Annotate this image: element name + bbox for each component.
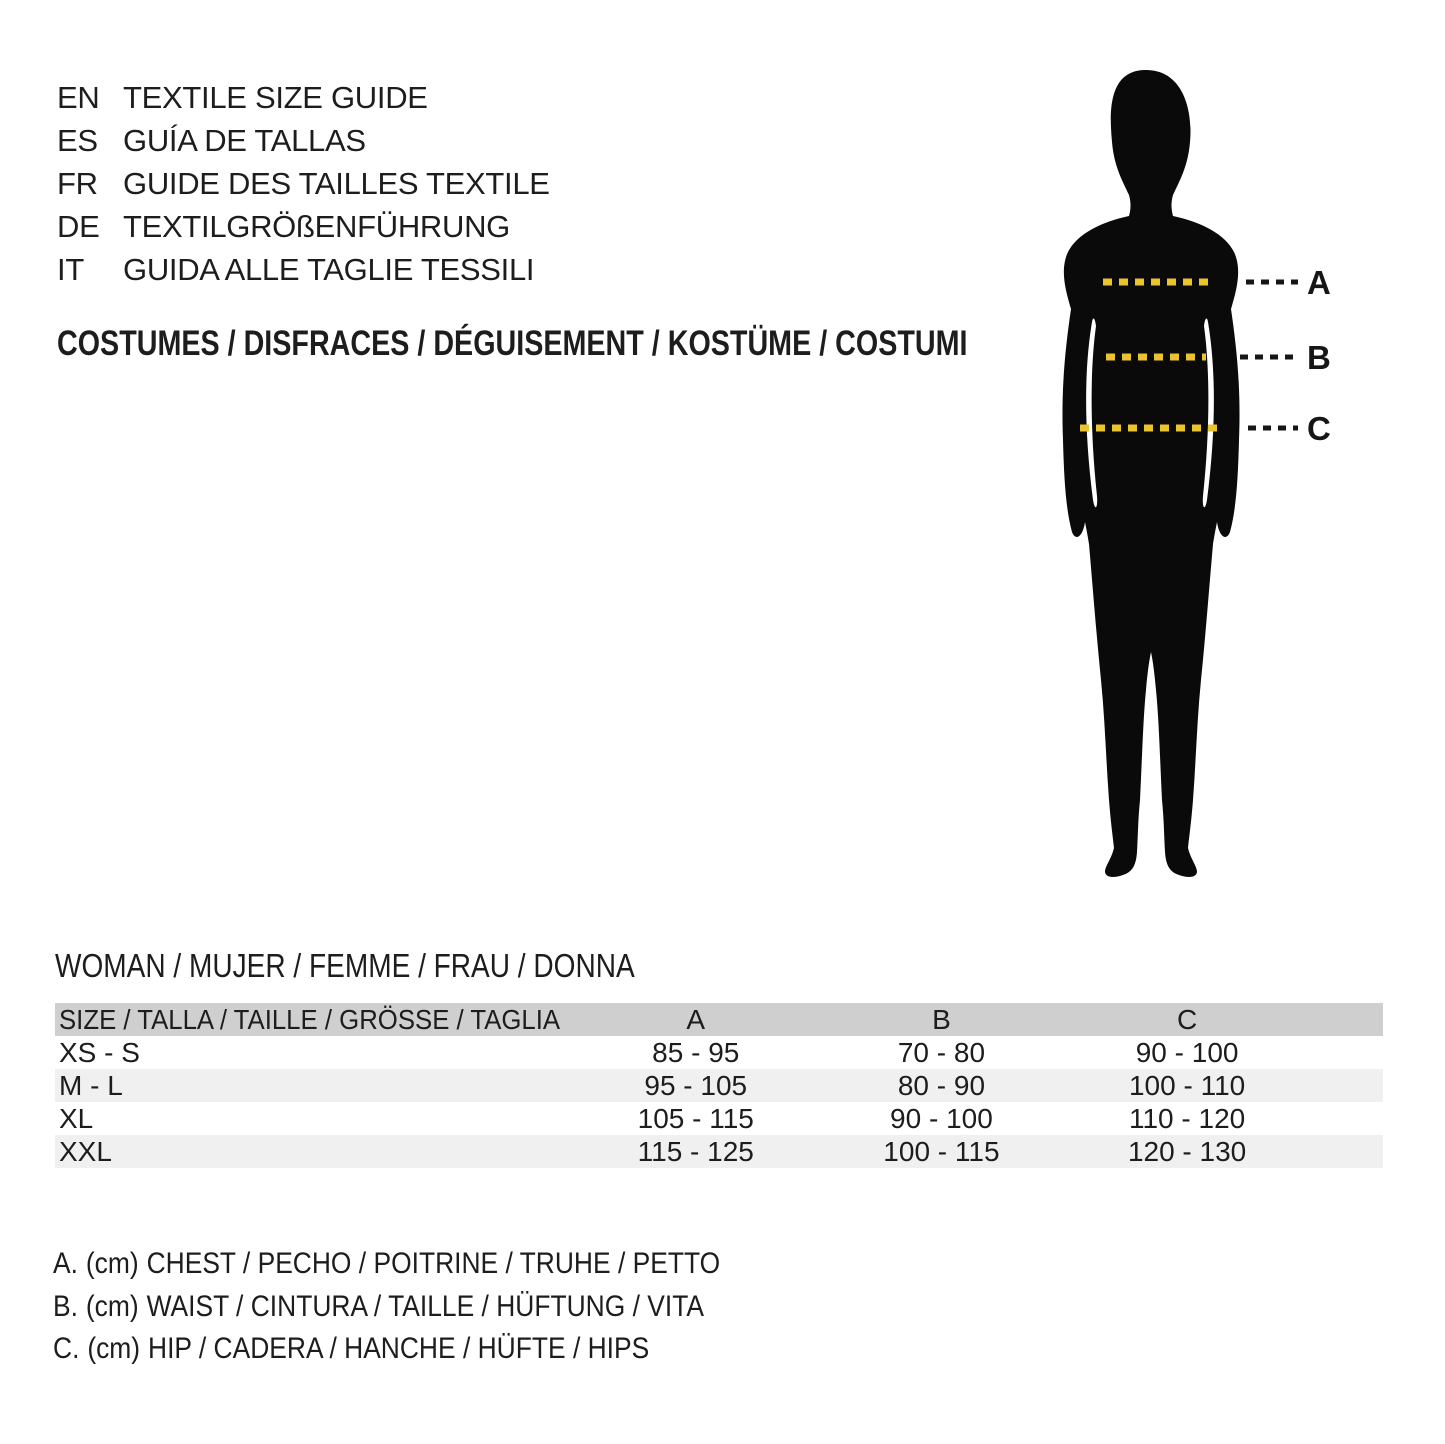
legend-row-hip [53, 1328, 720, 1371]
measurement-figure [1000, 60, 1420, 900]
column-header-c: C [1176, 1003, 1198, 1035]
language-code: EN [57, 80, 100, 115]
language-row-en [57, 76, 550, 119]
legend-row-chest [53, 1243, 720, 1286]
table-row-xxl [55, 1135, 1383, 1168]
legend-unit: (cm) [87, 1332, 141, 1365]
column-header-b: B [932, 1003, 951, 1035]
measurement-legend [53, 1243, 811, 1371]
legend-unit: (cm) [85, 1289, 139, 1323]
language-label: TEXTILGRÖßENFÜHRUNG [123, 209, 510, 244]
language-code: ES [57, 123, 98, 158]
woman-silhouette-svg [1000, 60, 1420, 900]
language-label: GUIDE DES TAILLES TEXTILE [123, 166, 550, 201]
language-label: GUIDA ALLE TAGLIE TESSILI [123, 252, 535, 287]
legend-letter: A. [53, 1247, 78, 1280]
legend-names: WAIST / CINTURA / TAILLE / HÜFTUNG / VITA [146, 1289, 704, 1323]
chest-range: 85 - 95 [652, 1036, 740, 1068]
language-label: TEXTILE SIZE GUIDE [123, 80, 428, 115]
filler-cell [1310, 1069, 1383, 1102]
chest-range: 95 - 105 [644, 1069, 748, 1101]
legend-names: HIP / CADERA / HANCHE / HÜFTE / HIPS [148, 1332, 650, 1365]
chest-range: 105 - 115 [637, 1102, 754, 1134]
table-row-xl [55, 1102, 1383, 1135]
size-table [55, 1003, 1383, 1168]
table-row-xs-s [55, 1036, 1383, 1069]
legend-unit: (cm) [85, 1247, 139, 1280]
size-label: XL [59, 1102, 94, 1134]
language-list [57, 76, 550, 291]
filler-cell [1310, 1135, 1383, 1168]
language-code: IT [57, 252, 84, 287]
section-title-woman: WOMAN / MUJER / FEMME / FRAU / DONNA [55, 947, 635, 984]
language-row-es [57, 119, 550, 162]
language-row-it [57, 248, 550, 291]
waist-range: 80 - 90 [897, 1069, 986, 1101]
language-code: DE [57, 209, 100, 244]
woman-silhouette [1062, 70, 1239, 877]
waist-range: 70 - 80 [897, 1036, 986, 1068]
hip-range: 110 - 120 [1128, 1102, 1246, 1134]
legend-row-waist [53, 1286, 720, 1329]
waist-range: 90 - 100 [890, 1102, 993, 1134]
marker-letter-b: B [1307, 339, 1331, 376]
column-header-filler [1310, 1003, 1383, 1036]
waist-range: 100 - 115 [883, 1135, 1000, 1167]
language-code: FR [57, 166, 98, 201]
size-label: XXL [59, 1135, 112, 1167]
legend-letter: C. [53, 1332, 80, 1365]
language-row-fr [57, 162, 550, 205]
category-title: COSTUMES / DISFRACES / DÉGUISEMENT / KOSTÜME / COSTUMI [57, 324, 968, 363]
hip-range: 120 - 130 [1127, 1135, 1247, 1167]
hip-range: 90 - 100 [1135, 1036, 1239, 1068]
chest-range: 115 - 125 [637, 1135, 754, 1167]
language-row-de [57, 205, 550, 248]
hip-range: 100 - 110 [1128, 1069, 1246, 1101]
table-row-m-l [55, 1069, 1383, 1102]
legend-letter: B. [53, 1289, 78, 1323]
marker-letter-c: C [1307, 410, 1331, 447]
column-header-size: SIZE / TALLA / TAILLE / GRÖSSE / TAGLIA [59, 1003, 561, 1035]
legend-names: CHEST / PECHO / POITRINE / TRUHE / PETTO [146, 1247, 721, 1280]
size-label: XS - S [59, 1036, 140, 1068]
filler-cell [1310, 1036, 1383, 1069]
marker-letter-a: A [1307, 264, 1331, 301]
size-table-header-row [55, 1003, 1383, 1036]
size-label: M - L [59, 1069, 123, 1101]
language-label: GUÍA DE TALLAS [123, 123, 366, 158]
column-header-a: A [686, 1003, 706, 1035]
filler-cell [1310, 1102, 1383, 1135]
